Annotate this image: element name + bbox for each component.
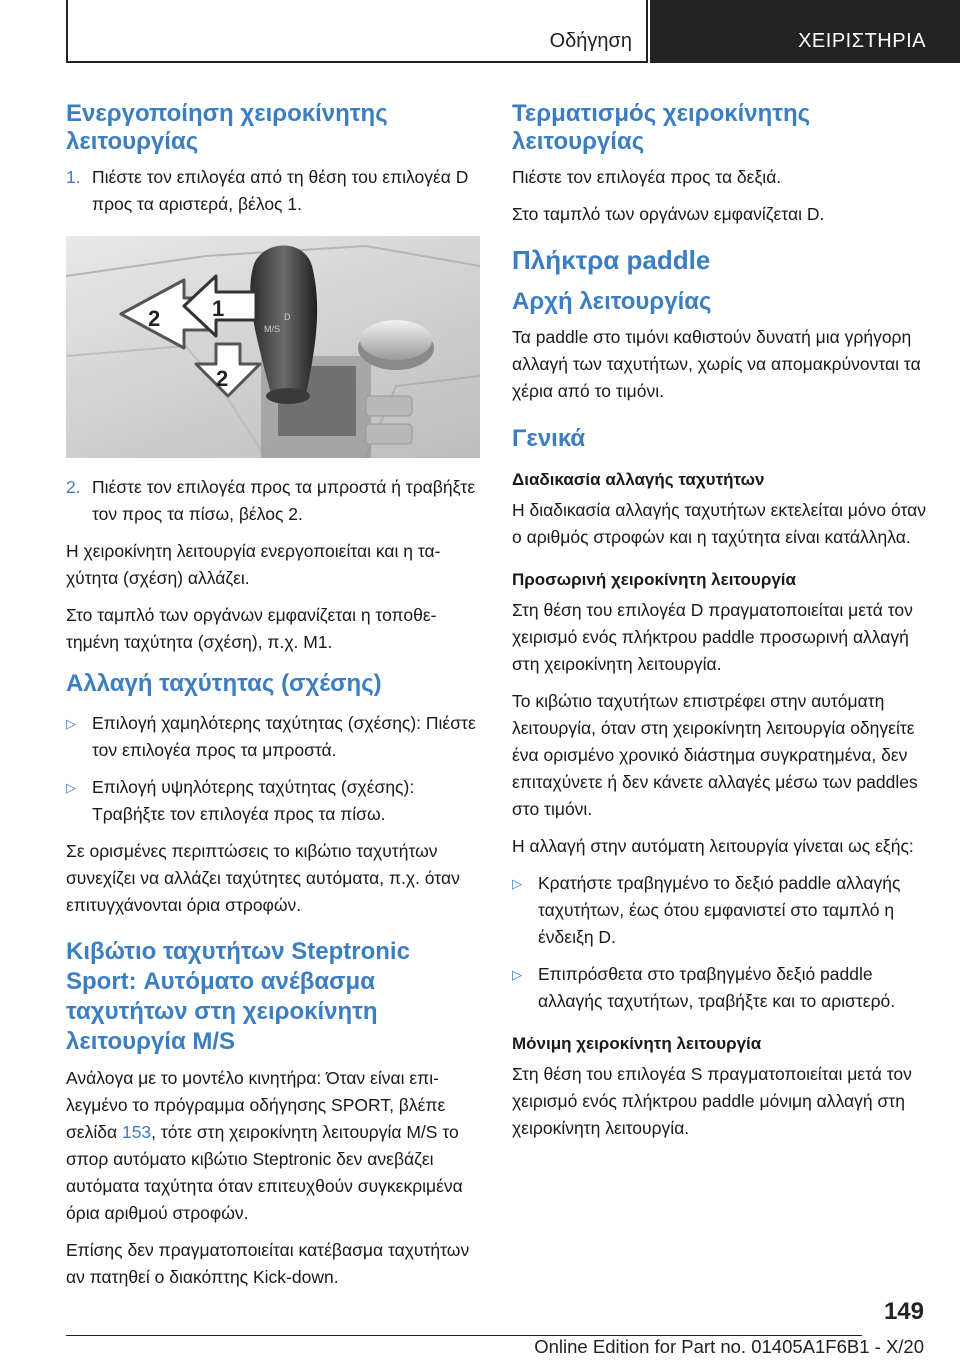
section-tab-label: ΧΕΙΡΙΣΤΗΡΙΑ: [798, 30, 926, 52]
list-item: [512, 870, 926, 951]
right-column: [512, 100, 926, 1152]
heading-paddle-keys: Πλήκτρα paddle: [512, 245, 711, 275]
page-number: 149: [883, 1298, 924, 1325]
chapter-tab: [66, 0, 648, 63]
step-text: Πιέστε τον επιλογέα προς τα μπροστά ή τραβήξτε τον προς τα πίσω, βέλος 2.: [92, 477, 476, 524]
paragraph: Η χειροκίνητη λειτουργία ενεργοποιείται και η ταχύτητα (σχέση) αλλάζει.: [66, 541, 441, 588]
paragraph: Στη θέση του επιλογέα S πραγματοποιείται μετά τον χειρισμό ενός πλήκτρου paddle μόνιμη αλλαγή στη χειροκίνητη λειτουργία.: [512, 1064, 912, 1138]
triangle-bullet-icon: ▷: [66, 716, 76, 731]
step-number: 2.: [66, 477, 81, 497]
heading-activate-manual: Ενεργοποίηση χειροκίνητης λειτουργίας: [66, 100, 388, 155]
step-1: [66, 164, 480, 218]
paragraph: Στο ταμπλό των οργάνων εμφανίζεται η τοποθετημένη ταχύτητα (σχέση), π.χ. M1.: [66, 605, 437, 652]
list-item-text: Κρατήστε τραβηγμένο το δεξιό paddle αλλαγής ταχυτήτων, έως ότου εμφανιστεί στο ταμπλό η ένδειξη D.: [538, 873, 901, 947]
paragraph-text: Ανάλογα με το μοντέλο κινητήρα: Όταν είναι επιλεγμένο το πρόγραμμα οδήγησης SPORT, βλέπε σελίδα: [66, 1068, 446, 1142]
paragraph-text: , τότε στη χειροκίνητη λειτουργία M/S το σπορ αυτόματο κιβώτιο Steptronic δεν ανεβάζει αυτόματα ταχύτητα όταν επιτευχθούν συγκεκριμένα όρια αριθμού στροφών.: [66, 1122, 463, 1223]
footer-edition: Online Edition for Part no. 01405A1F6B1 - X/20: [534, 1336, 924, 1357]
chapter-tab-label: Οδήγηση: [549, 30, 632, 52]
paragraph: Στη θέση του επιλογέα D πραγματοποιείται μετά τον χειρισμό ενός πλήκτρου paddle προσωρινή αλλαγή στη χειροκίνητη λειτουργία.: [512, 600, 913, 674]
svg-text:D: D: [284, 312, 291, 322]
paragraph: Η αλλαγή στην αυτόματη λειτουργία γίνεται ως εξής:: [512, 836, 914, 856]
step-text: Πιέστε τον επιλογέα από τη θέση του επιλογέα D προς τα αριστερά, βέλος 1.: [92, 167, 469, 214]
list-item-text: Επιλογή χαμηλότερης ταχύτητας (σχέσης): Πιέστε τον επιλογέα προς τα μπροστά.: [92, 713, 476, 760]
page-link-153[interactable]: 153: [121, 1122, 152, 1142]
subheading-permanent: Μόνιμη χειροκίνητη λειτουργία: [512, 1034, 762, 1053]
list-item-text: Επιλογή υψηλότερης ταχύτητας (σχέσης): Τραβήξτε τον επιλογέα προς τα πίσω.: [92, 777, 415, 824]
svg-text:M/S: M/S: [264, 324, 281, 334]
list-item-text: Επιπρόσθετα στο τραβηγμένο δεξιό paddle αλλαγής ταχυτήτων, τραβήξτε και το αριστερό.: [538, 964, 896, 1011]
subheading-temporary: Προσωρινή χειροκίνητη λειτουργία: [512, 570, 796, 589]
section-tab: [650, 0, 960, 63]
paragraph: Πιέστε τον επιλογέα προς τα δεξιά.: [512, 167, 782, 187]
arrow-label-2-upper: 2: [148, 306, 161, 331]
list-item: [66, 710, 480, 764]
paragraph: Η διαδικασία αλλαγής ταχυτήτων εκτελείται μόνο όταν ο αριθμός στροφών και η ταχύτητα είναι κατάλληλα.: [512, 500, 926, 547]
subheading-procedure: Διαδικασία αλλαγής ταχυτήτων: [512, 470, 765, 489]
step-number: 1.: [66, 167, 81, 187]
arrow-label-2-lower: 2: [216, 366, 229, 391]
paragraph: Επίσης δεν πραγματοποιείται κατέβασμα ταχυτήτων αν πατηθεί ο διακόπτης Kick-down.: [66, 1240, 470, 1287]
triangle-bullet-icon: ▷: [512, 967, 522, 982]
page-header: [0, 0, 960, 66]
paragraph: Τα paddle στο τιμόνι καθιστούν δυνατή μια γρήγορη αλλαγή των ταχυτήτων, χωρίς να απομακρύνονται τα χέρια από το τιμόνι.: [512, 327, 921, 401]
list-item: [66, 774, 480, 828]
gear-selector-illustration: [66, 236, 480, 458]
heading-general: Γενικά: [512, 425, 586, 452]
arrow-label-1: 1: [212, 296, 225, 321]
triangle-bullet-icon: ▷: [512, 876, 522, 891]
triangle-bullet-icon: ▷: [66, 780, 76, 795]
heading-end-manual: Τερματισμός χειροκίνητης λειτουργίας: [512, 100, 811, 155]
left-column: [66, 100, 480, 1301]
paragraph: Στο ταμπλό των οργάνων εμφανίζεται D.: [512, 204, 825, 224]
paragraph: Σε ορισμένες περιπτώσεις το κιβώτιο ταχυτήτων συνεχίζει να αλλάζει ταχύτητες αυτόματα, π.χ. όταν επιτυγχάνονται όρια στροφών.: [66, 841, 460, 915]
paragraph: [66, 1065, 480, 1227]
gear-selector-figure: [66, 236, 480, 458]
paragraph: Το κιβώτιο ταχυτήτων επιστρέφει στην αυτόματη λειτουργία, όταν στη χειροκίνητη λειτουργία οδηγείτε ένα ορισμένο χρονικό διάστημα συγκρατημένα, δεν επιταχύνετε ή δεν κάνετε αλλαγές μέσω των paddles στο τιμόνι.: [512, 691, 918, 819]
step-2: [66, 474, 480, 528]
heading-steptronic: Κιβώτιο ταχυτήτων Steptronic Sport: Αυτόματο ανέβασμα ταχυτήτων στη χειροκίνητη λειτουργία M/S: [66, 938, 410, 1055]
list-item: [512, 961, 926, 1015]
heading-gear-change: Αλλαγή ταχύτητας (σχέσης): [66, 670, 382, 697]
heading-principle: Αρχή λειτουργίας: [512, 288, 712, 315]
